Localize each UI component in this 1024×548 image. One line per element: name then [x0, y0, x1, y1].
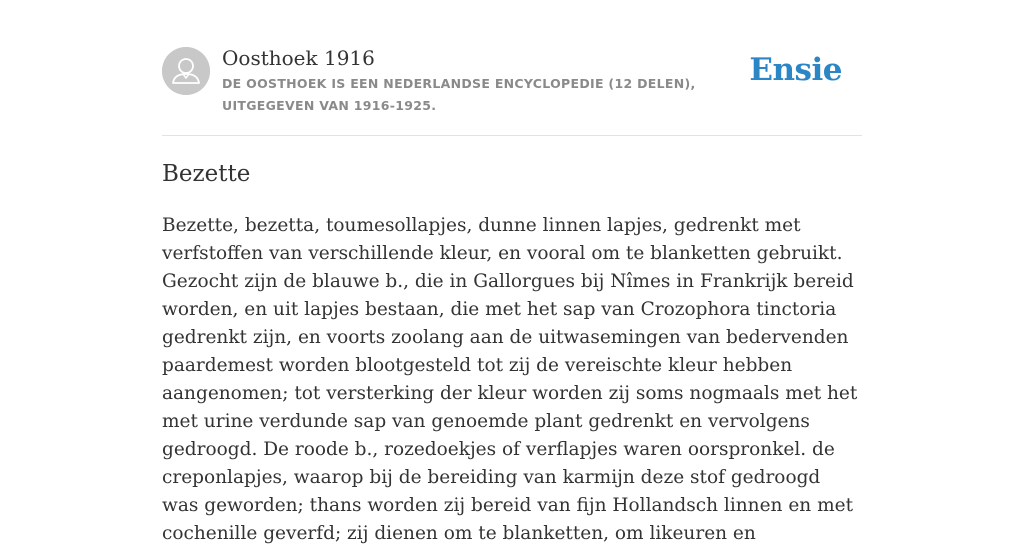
source-info	[222, 45, 762, 117]
user-avatar-icon[interactable]	[162, 47, 210, 95]
source-header	[162, 45, 862, 135]
entry-body-text: Bezette, bezetta, toumesollapjes, dunne linnen lapjes, gedrenkt met verfstoffen van verschillende kleur, en vooral om te blanketten gebruikt. Gezocht zijn de blauwe b., die in Gallorgues bij Nîmes in Frankrijk bereid worden, en uit lapjes bestaan, die met het sap van Crozophora tinctoria gedrenkt zijn, en voorts zoolang aan de uitwasemingen van bedervenden paardemest worden blootgesteld tot zij de vereischte kleur hebben aangenomen; tot versterking der kleur worden zij soms nogmaals met het met urine verdunde sap van genoemde plant gedrenkt en vervolgens gedroogd. De roode b., rozedoekjes of verflapjes waren oorspronkel. de creponlapjes, waarop bij de bereiding van karmijn deze stof gedroogd was geworden; thans worden zij bereid van fijn Hollandsch linnen en met cochenille geverfd; zij dienen om te blanketten, om likeuren en	[162, 215, 858, 544]
header-divider	[162, 135, 862, 136]
avatar-silhouette-icon	[162, 47, 210, 95]
entry-title: Bezette	[162, 161, 251, 187]
source-description: DE OOSTHOEK IS EEN NEDERLANDSE ENCYCLOPEDIE (12 DELEN), UITGEGEVEN VAN 1916-1925.	[222, 76, 696, 113]
ensie-logo[interactable]: Ensie	[749, 52, 842, 88]
source-title[interactable]: Oosthoek 1916	[222, 46, 375, 70]
article-page	[162, 0, 862, 544]
